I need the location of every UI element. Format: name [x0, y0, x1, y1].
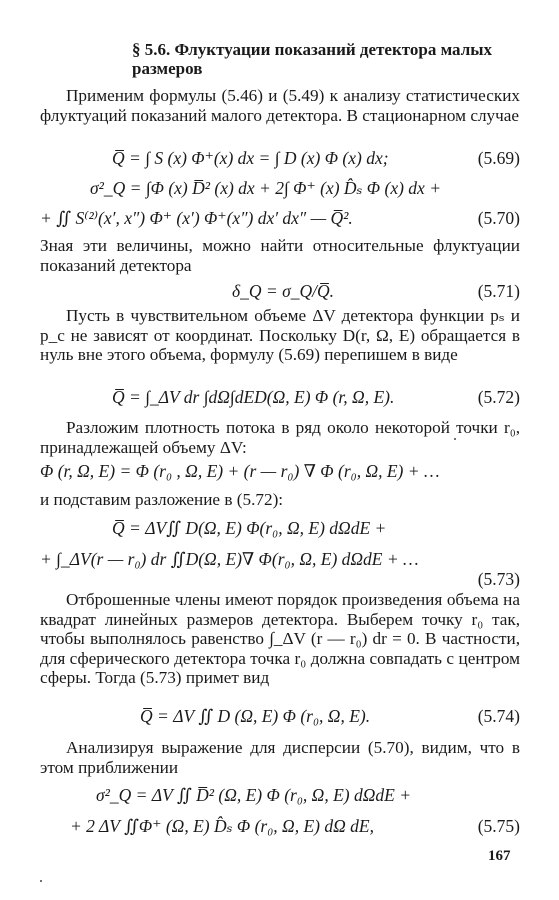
- equation-body: + ∫_ΔV(r — r₀) dr ∬D(Ω, E)∇ Φ(r₀, Ω, E) dΩdE + …: [40, 549, 419, 569]
- equation-body: Q̅ = ∫_ΔV dr ∫dΩ∫dED(Ω, E) Φ (r, Ω, E).: [112, 387, 395, 407]
- paragraph-substitute: и подставим разложение в (5.72):: [40, 490, 284, 509]
- equation-5-74: [40, 703, 520, 729]
- equation-body: Q̅ = ∫ S (x) Φ⁺(x) dx = ∫ D (x) Φ (x) dx;: [112, 148, 389, 168]
- equation-body: + 2 ΔV ∬Φ⁺ (Ω, E) D̂ₛ Φ (r₀, Ω, E) dΩ dE,: [70, 816, 374, 836]
- equation-body: Q̅ = ΔV ∬ D (Ω, E) Φ (r₀, Ω, E).: [140, 706, 371, 726]
- equation-body: Q̅ = ΔV∬ D(Ω, E) Φ(r₀, Ω, E) dΩdE +: [112, 518, 387, 538]
- paragraph-relative-fluct: Зная эти величины, можно найти относительные флуктуации показаний детектора: [40, 236, 520, 275]
- page-number: 167: [488, 848, 511, 864]
- paragraph-expansion: Разложим плотность потока в ряд около некоторой точки r₀, принадлежащей объему ΔV:: [40, 418, 520, 457]
- equation-5-75-line2: [40, 813, 520, 839]
- paragraph-intro: Применим формулы (5.46) и (5.49) к анализу статистических флуктуаций показаний малого детектора. В стационарном случае: [40, 86, 520, 125]
- scan-speck: [40, 880, 42, 882]
- equation-body: σ²_Q = ∫Φ (x) D̅² (x) dx + 2∫ Φ⁺ (x) D̂ₛ Φ (x) dx +: [90, 178, 441, 198]
- equation-5-69: [40, 145, 520, 171]
- equation-body: Φ (r, Ω, E) = Φ (r₀ , Ω, E) + (r — r₀) ∇ Φ (r₀, Ω, E) + …: [40, 461, 440, 481]
- equation-number: (5.72): [477, 387, 520, 407]
- equation-number: (5.74): [477, 706, 520, 726]
- equation-5-71: [40, 278, 520, 304]
- equation-number: (5.71): [477, 281, 520, 301]
- equation-body: + ∬ S⁽²⁾(x′, x″) Φ⁺ (x′) Φ⁺(x″) dx′ dx″ — Q̅².: [40, 208, 353, 228]
- equation-body: σ²_Q = ΔV ∬ D̅² (Ω, E) Φ (r₀, Ω, E) dΩdE +: [96, 785, 411, 805]
- equation-5-70-line1: [40, 175, 520, 201]
- equation-5-73-line1: [40, 515, 520, 541]
- equation-number: (5.75): [477, 816, 520, 836]
- equation-5-70-line2: [40, 205, 520, 231]
- equation-taylor: [40, 458, 520, 484]
- paragraph-sensitive-volume: Пусть в чувствительном объеме ΔV детектора функции pₛ и p_c не зависят от координат. Поскольку D(r, Ω, E) обращается в нуль вне этого объема, формулу (5.69) перепишем в виде: [40, 306, 520, 364]
- equation-number: (5.73): [477, 569, 520, 589]
- paragraph-dropped-terms: Отброшенные члены имеют порядок произведения объема на квадрат линейных размеров детектора. Выберем точку r₀ так, чтобы выполнялось равенство ∫_ΔV (r — r₀) dr = 0. В частности, для сферического детектора точка r₀ должна совпадать с центром сферы. Тогда (5.73) примет вид: [40, 590, 520, 687]
- equation-body: δ_Q = σ_Q/Q̅.: [232, 281, 334, 301]
- equation-5-72: [40, 384, 520, 410]
- equation-number: (5.69): [477, 148, 520, 168]
- equation-5-73-line2: [40, 546, 520, 589]
- equation-5-75-line1: [40, 782, 520, 808]
- equation-number: (5.70): [477, 208, 520, 228]
- section-title: § 5.6. Флуктуации показаний детектора малых размеров: [132, 40, 493, 78]
- scan-speck: [454, 438, 456, 440]
- paragraph-variance: Анализируя выражение для дисперсии (5.70), видим, что в этом приближении: [40, 738, 520, 777]
